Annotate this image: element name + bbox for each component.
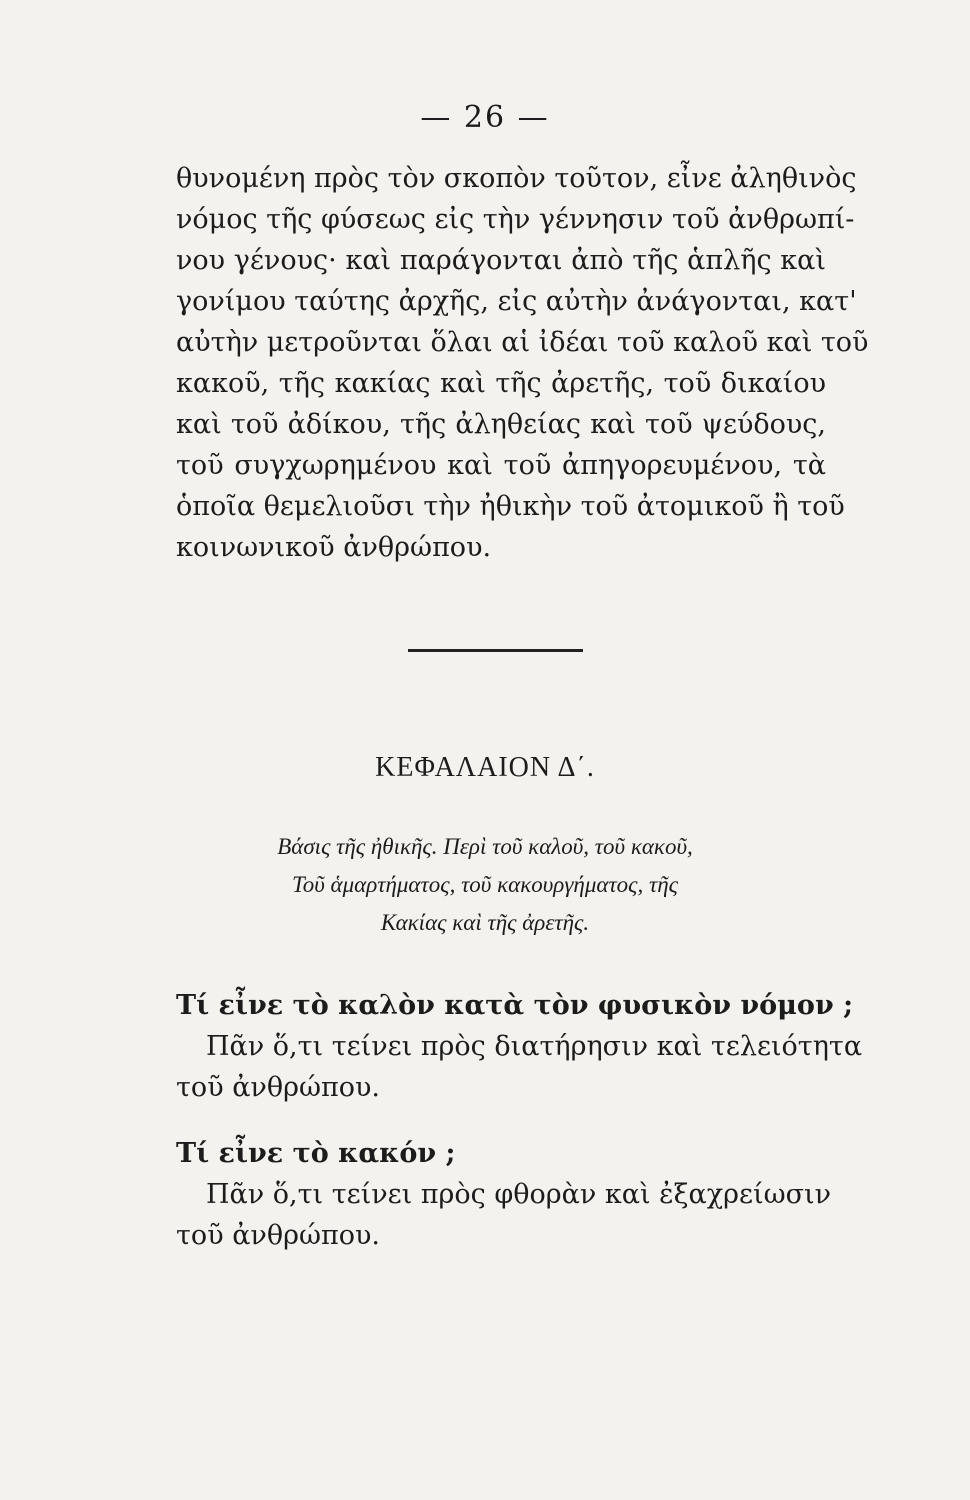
chapter-summary [0,828,970,942]
paragraph-continued [176,158,869,568]
text-line: γονίμου ταύτης ἀρχῆς, εἰς αὐτὴν ἀνάγονται, κατ' [176,286,857,317]
answer-line: Πᾶν ὅ,τι τείνει πρὸς φθορὰν καὶ ἐξαχρείωσιν [206,1179,832,1210]
summary-line: Κακίας καὶ τῆς ἀρετῆς. [380,910,590,935]
summary-line: Τοῦ ἁμαρτήματος, τοῦ κακουργήματος, τῆς [292,872,678,897]
text-line: τοῦ συγχωρημένου καὶ τοῦ ἀπηγορευμένου, τὰ [176,450,826,481]
text-line: κοινωνικοῦ ἀνθρώπου. [176,532,492,563]
section-divider [408,649,583,652]
text-line: νου γένους· καὶ παράγονται ἀπὸ τῆς ἁπλῆς καὶ [176,245,826,276]
answer-line: τοῦ ἀνθρώπου. [176,1072,380,1103]
chapter-heading: ΚΕΦΑΛΑΙΟΝ Δ΄. [375,752,595,783]
question-text: Τί εἶνε τὸ κακόν ; [176,1138,456,1169]
question-block-1 [176,985,863,1108]
text-line: ὁποῖα θεμελιοῦσι τὴν ἠθικὴν τοῦ ἀτομικοῦ ἢ τοῦ [176,491,845,522]
summary-line: Βάσις τῆς ἠθικῆς. Περὶ τοῦ καλοῦ, τοῦ κακοῦ, [277,834,693,859]
text-line: αὐτὴν μετροῦνται ὅλαι αἱ ἰδέαι τοῦ καλοῦ καὶ τοῦ [176,327,869,358]
question-block-2 [176,1133,832,1256]
answer-line: τοῦ ἀνθρώπου. [176,1220,380,1251]
text-line: νόμος τῆς φύσεως εἰς τὴν γέννησιν τοῦ ἀνθρωπί- [176,204,855,235]
text-line: καὶ τοῦ ἀδίκου, τῆς ἀληθείας καὶ τοῦ ψεύδους, [176,409,826,440]
text-line: θυνομένη πρὸς τὸν σκοπὸν τοῦτον, εἶνε ἀληθινὸς [176,163,857,194]
question-text: Τί εἶνε τὸ καλὸν κατὰ τὸν φυσικὸν νόμον ; [176,990,854,1021]
text-line: κακοῦ, τῆς κακίας καὶ τῆς ἀρετῆς, τοῦ δικαίου [176,368,826,399]
answer-line: Πᾶν ὅ,τι τείνει πρὸς διατήρησιν καὶ τελειότητα [206,1031,863,1062]
page-number: — 26 — [420,100,550,135]
